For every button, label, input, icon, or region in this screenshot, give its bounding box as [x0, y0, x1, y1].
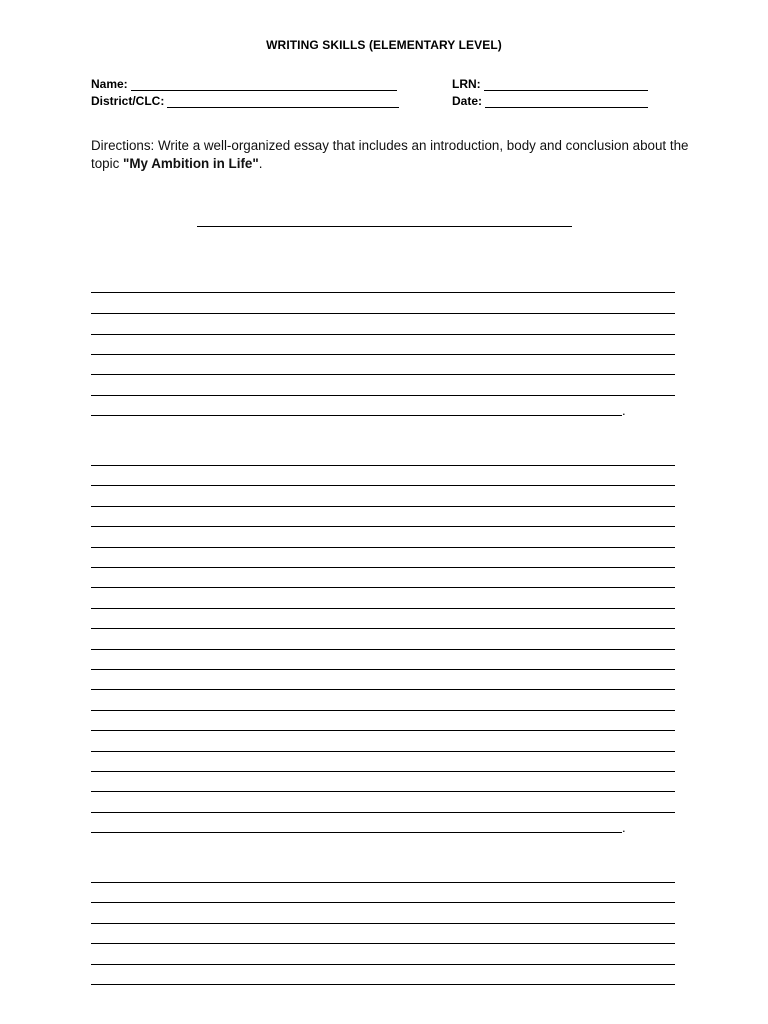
- date-field[interactable]: [452, 92, 648, 108]
- writing-line[interactable]: [91, 923, 675, 924]
- paragraph-end-mark: .: [622, 820, 626, 835]
- writing-line[interactable]: [91, 710, 675, 711]
- writing-line[interactable]: [91, 812, 675, 813]
- writing-line[interactable]: [91, 608, 675, 609]
- date-blank[interactable]: [485, 95, 648, 108]
- paragraph-end-mark: .: [622, 403, 626, 418]
- name-field[interactable]: [91, 75, 397, 91]
- directions-intro: Directions: Write a well-organized essay that includes an introduction, body and conclusion about the topic: [91, 138, 689, 171]
- worksheet-title: WRITING SKILLS (ELEMENTARY LEVEL): [266, 38, 502, 52]
- writing-line[interactable]: [91, 465, 675, 466]
- lrn-label: LRN:: [452, 77, 481, 91]
- essay-topic: "My Ambition in Life": [123, 155, 259, 171]
- district-label: District/CLC:: [91, 94, 165, 108]
- writing-line[interactable]: [91, 902, 675, 903]
- writing-line[interactable]: [91, 882, 675, 883]
- lrn-field[interactable]: [452, 75, 648, 91]
- directions-text: [91, 137, 691, 172]
- writing-line[interactable]: [91, 374, 675, 375]
- writing-line[interactable]: [91, 791, 675, 792]
- writing-line[interactable]: [91, 395, 675, 396]
- writing-line[interactable]: [91, 547, 675, 548]
- writing-line[interactable]: [91, 964, 675, 965]
- writing-line[interactable]: [91, 751, 675, 752]
- writing-line[interactable]: [91, 506, 675, 507]
- writing-line[interactable]: [91, 730, 675, 731]
- date-label: Date:: [452, 94, 483, 108]
- name-label: Name:: [91, 77, 128, 91]
- writing-line[interactable]: [91, 526, 675, 527]
- writing-line[interactable]: [91, 334, 675, 335]
- writing-line[interactable]: [91, 587, 675, 588]
- writing-line[interactable]: [91, 649, 675, 650]
- writing-line[interactable]: [91, 689, 675, 690]
- writing-line[interactable]: [91, 415, 622, 416]
- writing-line[interactable]: [91, 943, 675, 944]
- writing-line[interactable]: [91, 567, 675, 568]
- writing-line[interactable]: [91, 292, 675, 293]
- writing-line[interactable]: [91, 354, 675, 355]
- writing-line[interactable]: [91, 313, 675, 314]
- essay-title-line[interactable]: [197, 226, 572, 227]
- writing-line[interactable]: [91, 771, 675, 772]
- writing-line[interactable]: [91, 984, 675, 985]
- writing-line[interactable]: [91, 628, 675, 629]
- district-blank[interactable]: [167, 95, 399, 108]
- name-blank[interactable]: [131, 78, 397, 91]
- directions-end: .: [258, 155, 263, 171]
- writing-line[interactable]: [91, 669, 675, 670]
- writing-line[interactable]: [91, 485, 675, 486]
- district-field[interactable]: [91, 92, 399, 108]
- writing-line[interactable]: [91, 832, 622, 833]
- lrn-blank[interactable]: [484, 78, 648, 91]
